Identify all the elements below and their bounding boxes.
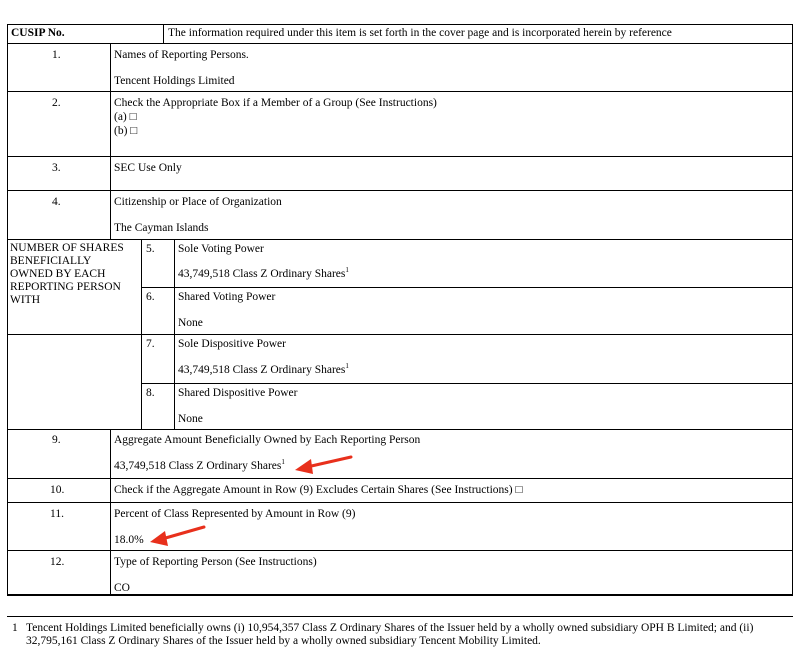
shares-label-line: REPORTING PERSON [10, 281, 121, 293]
shares-label [10, 242, 124, 307]
annotation-arrow-icon [293, 450, 363, 480]
row-value: The Cayman Islands [114, 222, 209, 234]
share-item-6 [141, 287, 792, 335]
item-title: Sole Voting Power [178, 243, 264, 255]
row-value: 18.0% [114, 534, 144, 546]
footnote-line: 32,795,161 Class Z Ordinary Shares of the Issuer held by a wholly owned subsidiary Tencent Mobility Limited. [26, 635, 541, 647]
item-value: None [178, 317, 203, 329]
row-12 [8, 551, 792, 596]
item-title: Shared Voting Power [178, 291, 276, 303]
row-number: 4. [52, 196, 61, 208]
row-11 [8, 503, 792, 551]
row-number: 1. [52, 49, 61, 61]
row-number: 12. [50, 556, 65, 568]
row-title: Aggregate Amount Beneficially Owned by Each Reporting Person [114, 434, 421, 446]
row-title: Check the Appropriate Box if a Member of a Group (See Instructions) [114, 97, 437, 109]
item-title: Shared Dispositive Power [178, 387, 298, 399]
share-item-5 [141, 240, 792, 288]
row-number: 9. [52, 434, 61, 446]
item-value: None [178, 413, 203, 425]
row-number: 2. [52, 97, 61, 109]
footnote-number: 1 [12, 622, 18, 634]
row-1 [8, 44, 792, 92]
row-title: Citizenship or Place of Organization [114, 196, 282, 208]
row-value: Tencent Holdings Limited [114, 75, 235, 87]
row-title: Names of Reporting Persons. [114, 49, 249, 61]
cusip-text: The information required under this item is set forth in the cover page and is incorporated herein by reference [168, 27, 672, 39]
row-number: 3. [52, 162, 61, 174]
row-value: CO [114, 582, 130, 594]
row-title: Check if the Aggregate Amount in Row (9) Excludes Certain Shares (See Instructions) □ [114, 484, 523, 496]
shares-block [8, 240, 792, 430]
cover-page-table [7, 24, 793, 596]
item-number: 7. [146, 338, 155, 350]
group-option-a: (a) □ [114, 111, 137, 123]
row-title: Type of Reporting Person (See Instructions) [114, 556, 317, 568]
item-number: 5. [146, 243, 155, 255]
row-title: Percent of Class Represented by Amount in Row (9) [114, 508, 356, 520]
item-value: 43,749,518 Class Z Ordinary Shares$^1$ [178, 266, 349, 280]
row-number: 10. [50, 484, 65, 496]
shares-label-line: OWNED BY EACH [10, 268, 106, 280]
cusip-label: CUSIP No. [11, 27, 65, 39]
row-value: 43,749,518 Class Z Ordinary Shares$^1$ [114, 458, 285, 472]
item-title: Sole Dispositive Power [178, 338, 286, 350]
row-9 [8, 430, 792, 479]
annotation-arrow-icon [148, 522, 218, 552]
footnote-line: Tencent Holdings Limited beneficially owns (i) 10,954,357 Class Z Ordinary Shares of the Issuer held by a wholly owned subsidiary OPH B Limited; and (ii) [26, 622, 754, 634]
row-3 [8, 157, 792, 191]
share-item-8 [141, 383, 792, 430]
cusip-row [8, 25, 792, 44]
share-item-7 [141, 334, 792, 384]
shares-label-line: WITH [10, 294, 41, 306]
group-option-b: (b) □ [114, 125, 138, 137]
item-number: 8. [146, 387, 155, 399]
row-4 [8, 191, 792, 240]
shares-label-line: BENEFICIALLY [10, 255, 92, 267]
row-2 [8, 92, 792, 157]
row-number: 11. [50, 508, 64, 520]
row-10 [8, 479, 792, 503]
item-value: 43,749,518 Class Z Ordinary Shares$^1$ [178, 362, 349, 376]
item-number: 6. [146, 291, 155, 303]
shares-label-line: NUMBER OF SHARES [10, 242, 124, 254]
row-title: SEC Use Only [114, 162, 182, 174]
